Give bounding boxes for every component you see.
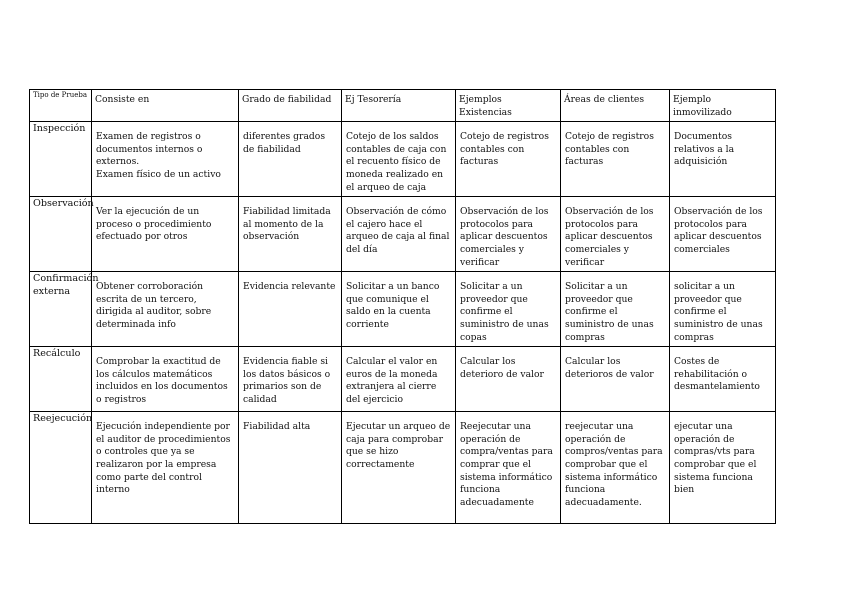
- column-header: Áreas de clientes: [561, 90, 670, 122]
- table-cell: Comprobar la exactitud de los cálculos matemáticos incluidos en los documentos o registros: [92, 347, 239, 412]
- table-cell: diferentes grados de fiabilidad: [239, 122, 342, 197]
- table-cell: Observación de los protocolos para aplicar descuentos comerciales: [670, 197, 776, 272]
- table-cell: Solicitar a un banco que comunique el saldo en la cuenta corriente: [342, 272, 456, 347]
- table-cell: Calcular los deterioros de valor: [561, 347, 670, 412]
- table-cell: Reejecutar una operación de compra/ventas para comprar que el sistema informático funciona adecuadamente: [456, 412, 561, 524]
- table-cell: Fiabilidad alta: [239, 412, 342, 524]
- table-cell: Fiabilidad limitada al momento de la observación: [239, 197, 342, 272]
- table-cell: reejecutar una operación de compros/ventas para comprobar que el sistema informático funciona adecuadamente.: [561, 412, 670, 524]
- table-header-row: [30, 90, 776, 122]
- corner-header: Tipo de Prueba: [30, 90, 92, 122]
- table-cell: Evidencia relevante: [239, 272, 342, 347]
- table-cell: Observación de cómo el cajero hace el arqueo de caja al final del día: [342, 197, 456, 272]
- table-cell: Solicitar a un proveedor que confirme el suministro de unas compras: [561, 272, 670, 347]
- audit-tests-table: [29, 89, 776, 524]
- table-cell: Ver la ejecución de un proceso o procedimiento efectuado por otros: [92, 197, 239, 272]
- column-header: Ej Tesorería: [342, 90, 456, 122]
- column-header: Ejemplos Existencias: [456, 90, 561, 122]
- table-cell: Solicitar a un proveedor que confirme el suministro de unas copas: [456, 272, 561, 347]
- table-cell: Documentos relativos a la adquisición: [670, 122, 776, 197]
- row-header: Inspección: [30, 122, 92, 197]
- table-row: [30, 272, 776, 347]
- table-row: [30, 122, 776, 197]
- table-row: [30, 412, 776, 524]
- column-header: Consiste en: [92, 90, 239, 122]
- table-row: [30, 197, 776, 272]
- table-cell: Ejecutar un arqueo de caja para comprobar que se hizo correctamente: [342, 412, 456, 524]
- table-cell: Examen de registros o documentos internos o externos. Examen físico de un activo: [92, 122, 239, 197]
- column-header: Ejemplo inmovilizado: [670, 90, 776, 122]
- row-header: Observación: [30, 197, 92, 272]
- table-cell: Evidencia fiable si los datos básicos o primarios son de calidad: [239, 347, 342, 412]
- table-cell: Cotejo de los saldos contables de caja con el recuento físico de moneda realizado en el arqueo de caja: [342, 122, 456, 197]
- table-cell: solicitar a un proveedor que confirme el suministro de unas compras: [670, 272, 776, 347]
- row-header: Confirmación externa: [30, 272, 92, 347]
- row-header: Recálculo: [30, 347, 92, 412]
- table-cell: Observación de los protocolos para aplicar descuentos comerciales y verificar: [561, 197, 670, 272]
- table-cell: Obtener corroboración escrita de un tercero, dirigida al auditor, sobre determinada info: [92, 272, 239, 347]
- row-header: Reejecución: [30, 412, 92, 524]
- table-cell: Cotejo de registros contables con facturas: [456, 122, 561, 197]
- column-header: Grado de fiabilidad: [239, 90, 342, 122]
- table-cell: Costes de rehabilitación o desmantelamiento: [670, 347, 776, 412]
- table-cell: Ejecución independiente por el auditor de procedimientos o controles que ya se realizaron por la empresa como parte del control interno: [92, 412, 239, 524]
- table-cell: Observación de los protocolos para aplicar descuentos comerciales y verificar: [456, 197, 561, 272]
- table-cell: Calcular los deterioro de valor: [456, 347, 561, 412]
- table-cell: Cotejo de registros contables con facturas: [561, 122, 670, 197]
- table-cell: Calcular el valor en euros de la moneda extranjera al cierre del ejercicio: [342, 347, 456, 412]
- table-row: [30, 347, 776, 412]
- table-cell: ejecutar una operación de compras/vts para comprobar que el sistema funciona bien: [670, 412, 776, 524]
